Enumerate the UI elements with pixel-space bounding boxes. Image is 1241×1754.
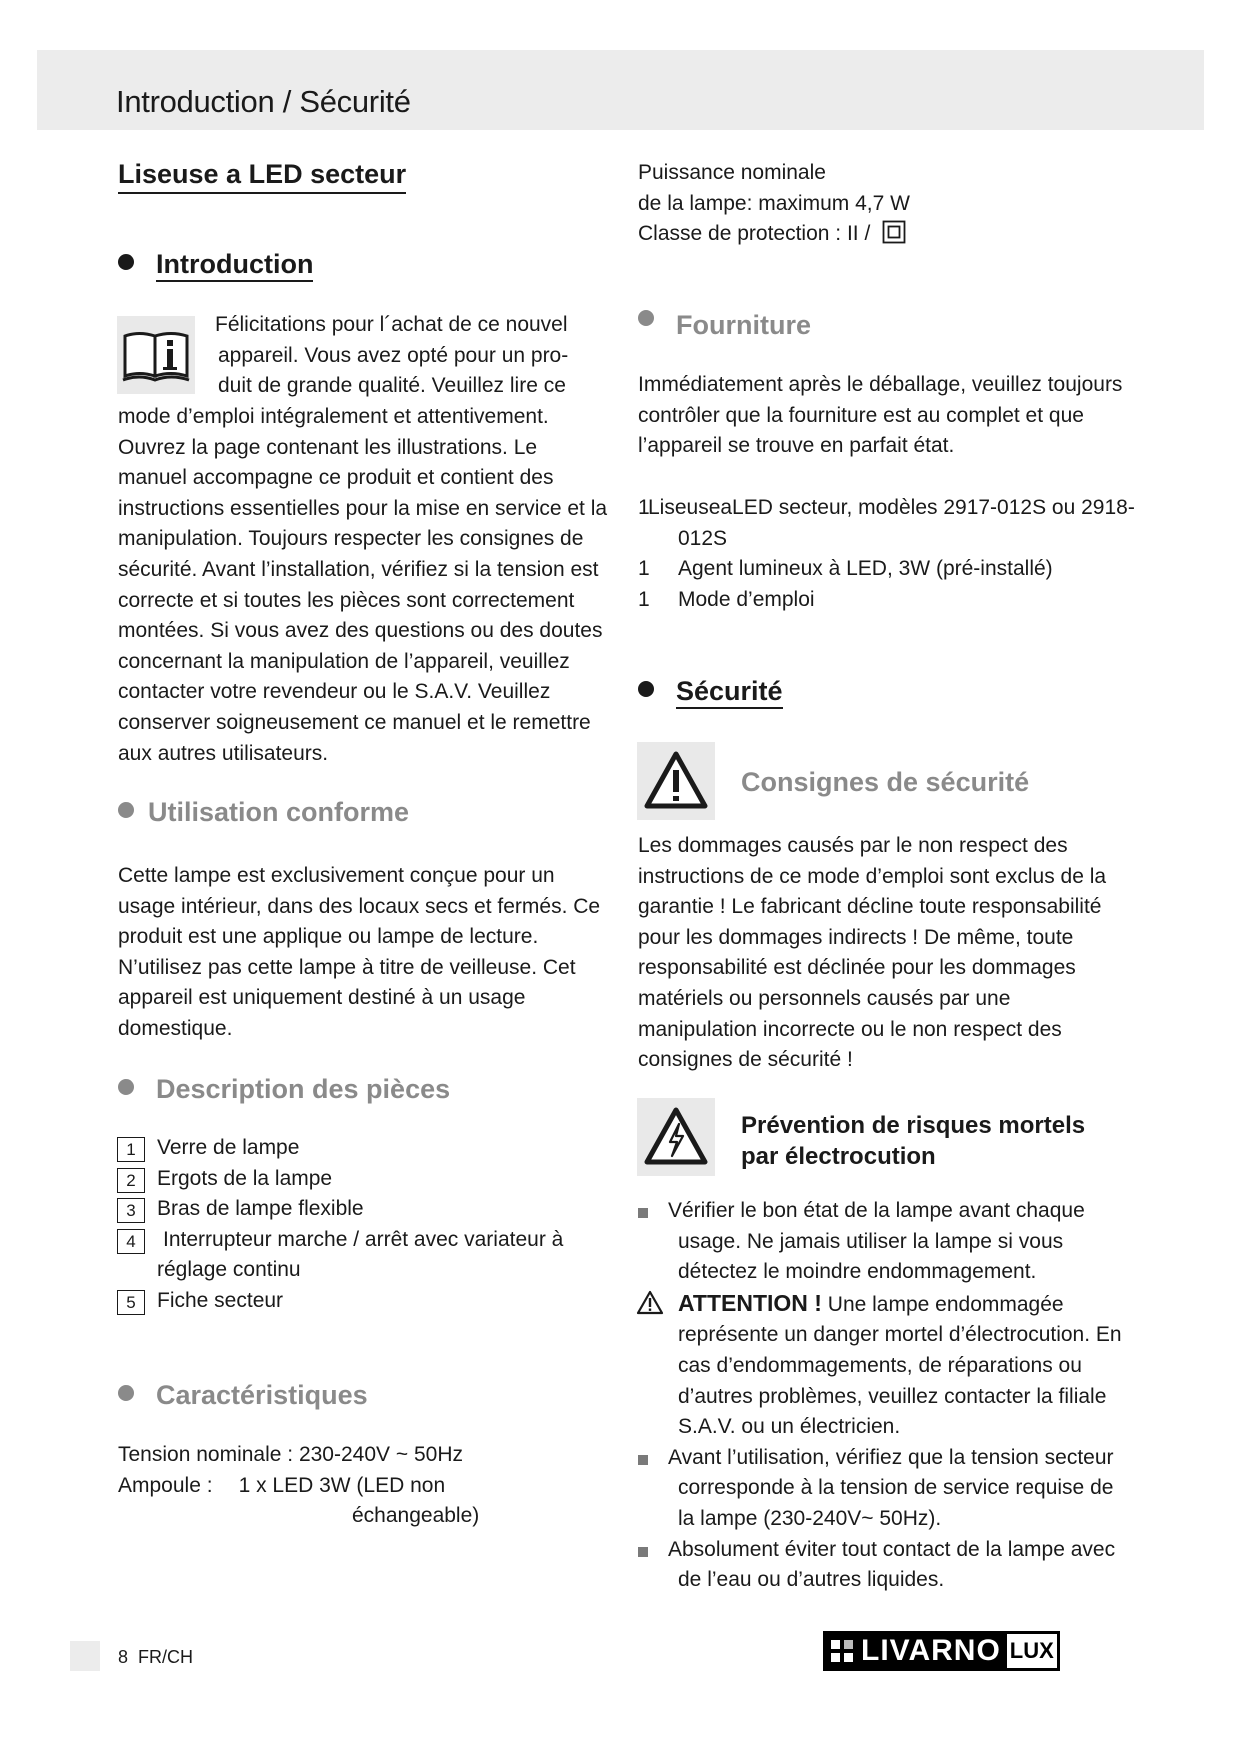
caracteristiques-heading: Caractéristiques	[118, 1378, 368, 1412]
puissance-line-1: Puissance nominale	[638, 161, 826, 184]
parts-list	[117, 1133, 617, 1317]
part-number: 5	[117, 1290, 145, 1315]
list-item: Avant l’utilisation, vérifiez que la tension secteur corresponde à la tension de service requise de la lampe (230-240V~ 50Hz).	[638, 1443, 1128, 1535]
list-item: Absolument éviter tout contact de la lampe avec de l’eau ou d’autres liquides.	[638, 1535, 1128, 1596]
description-heading: Description des pièces	[118, 1072, 450, 1106]
fourniture-heading: Fourniture	[638, 308, 811, 342]
power-block	[638, 158, 1138, 254]
safety-bullets	[638, 1196, 1128, 1596]
logo-mark-icon	[831, 1640, 853, 1662]
list-item: ATTENTION ! Une lampe endommagée représente un danger mortel d’électrocution. En cas d’endommagements, de réparations ou d’autres problèmes, veuillez contacter la filiale S.A.V. ou un électricien.	[638, 1288, 1128, 1443]
part-number: 4	[117, 1229, 145, 1254]
page-header-title: Introduction / Sécurité	[116, 84, 411, 119]
introduction-heading: Introduction	[118, 247, 313, 281]
intro-line-1: Félicitations pour l´achat de ce nouvel	[215, 313, 568, 336]
bullet-icon	[118, 802, 134, 818]
prevention-heading: Prévention de risques mortels par électrocution	[741, 1112, 1086, 1170]
list-item: 1 LiseuseaLED secteur, modèles 2917-012S ou 2918-012S	[638, 496, 1135, 550]
consignes-text: Les dommages causés par le non respect des instructions de ce mode d’emploi sont exclus de la garantie ! Le fabricant décline toute responsabilité pour les dommages indirects ! De même, toute responsabilité est déclinée pour les dommages matériels ou personnels causés par une manipulation incorrecte ou le non respect des consignes de sécurité !	[638, 834, 1107, 1072]
footer-marker	[70, 1641, 100, 1671]
bullet-icon	[118, 254, 134, 270]
info-book-icon	[117, 316, 195, 394]
utilisation-heading: Utilisation conforme	[118, 795, 409, 829]
part-number: 2	[117, 1168, 145, 1193]
ampoule-line-2: échangeable)	[352, 1504, 480, 1528]
securite-heading: Sécurité	[638, 674, 783, 708]
list-item: 1 Verre de lampe	[117, 1133, 617, 1164]
bullet-icon	[118, 1079, 134, 1095]
classe-line: Classe de protection : II /	[638, 219, 1138, 254]
brand-logo	[823, 1631, 1060, 1671]
warning-triangle-icon	[637, 742, 715, 820]
double-insulation-icon	[882, 220, 906, 254]
list-item: 5 Fiche secteur	[117, 1286, 617, 1317]
ampoule-line: Ampoule : 1 x LED 3W (LED non	[118, 1473, 446, 1497]
warning-small-icon	[636, 1290, 664, 1326]
logo-sub: LUX	[1007, 1631, 1060, 1671]
bullet-icon	[118, 1385, 134, 1401]
list-item: 3 Bras de lampe flexible	[117, 1194, 617, 1225]
list-item: 1 Mode d’emploi	[638, 587, 815, 611]
bullet-icon	[638, 310, 654, 326]
intro-line-3: duit de grande qualité. Veuillez lire ce	[218, 374, 566, 398]
part-number: 3	[117, 1198, 145, 1223]
logo-main: LIVARNO	[823, 1631, 1007, 1671]
list-item: Vérifier le bon état de la lampe avant chaque usage. Ne jamais utiliser la lampe si vous détectez le moindre endommagement.	[638, 1196, 1128, 1288]
page-number: 8 FR/CH	[118, 1647, 194, 1667]
bullet-icon	[638, 681, 654, 697]
part-number: 1	[117, 1137, 145, 1162]
tension-line: Tension nominale : 230-240V ~ 50Hz	[118, 1443, 463, 1466]
electric-hazard-icon	[637, 1098, 715, 1176]
utilisation-text: Cette lampe est exclusivement conçue pour un usage intérieur, dans des locaux secs et fermés. Ce produit est une applique ou lampe de lecture. N’utilisez pas cette lampe à titre de veilleuse. Cet appareil est uniquement destiné à un usage domestique.	[118, 864, 601, 1040]
list-item: 4 Interrupteur marche / arrêt avec variateur à réglage continu	[117, 1225, 617, 1286]
puissance-line-2: de la lampe: maximum 4,7 W	[638, 191, 910, 215]
fourniture-text: Immédiatement après le déballage, veuillez toujours contrôler que la fourniture est au complet et que l’appareil se trouve en parfait état.	[638, 373, 1123, 458]
introduction-first-lines	[215, 310, 610, 402]
document-title: Liseuse a LED secteur	[118, 157, 406, 194]
intro-line-2: appareil. Vous avez opté pour un pro-	[218, 343, 569, 367]
supply-list	[638, 493, 1138, 615]
consignes-heading: Consignes de sécurité	[741, 767, 1030, 797]
introduction-text: mode d’emploi intégralement et attentivement. Ouvrez la page contenant les illustrations. Le manuel accompagne ce produit et contient des instructions essentielles pour la mise en service et la manipulation. Toujours respecter les consignes de sécurité. Avant l’installation, vérifiez si la tension est correcte et si toutes les pièces sont correctement montées. Si vous avez des questions ou des doutes concernant la manipulation de l’appareil, veuillez contacter votre revendeur ou le S.A.V. Veuillez conserver soigneusement ce manuel et le remettre aux autres utilisateurs.	[118, 405, 608, 765]
list-item: 1 Agent lumineux à LED, 3W (pré-installé)	[638, 557, 1053, 581]
specs-block	[118, 1440, 618, 1532]
list-item: 2 Ergots de la lampe	[117, 1164, 617, 1195]
